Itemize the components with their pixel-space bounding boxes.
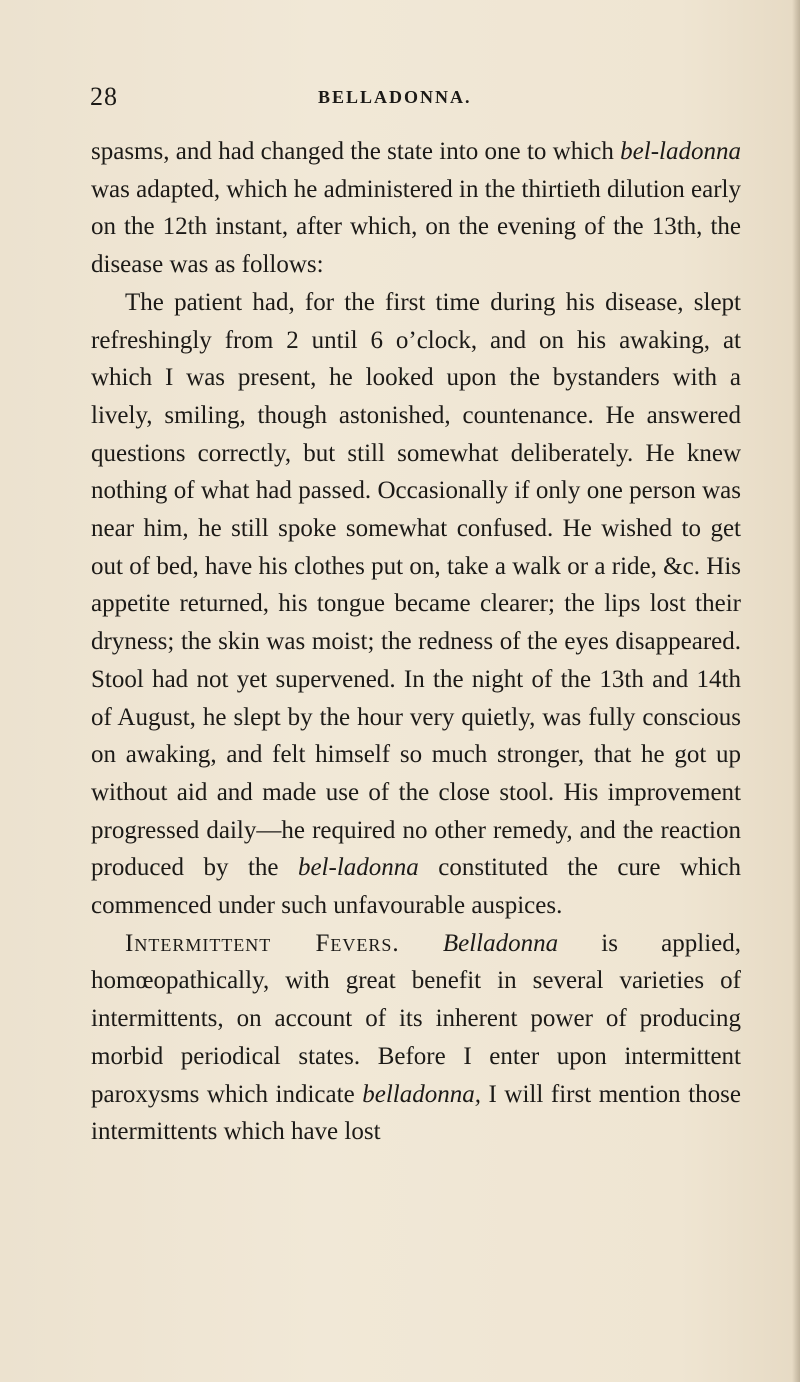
page-edge-shadow xyxy=(792,0,800,1382)
paragraph-2 xyxy=(91,284,741,925)
running-title: BELLADONNA. xyxy=(318,87,472,107)
page-header xyxy=(90,82,740,112)
paragraph-3 xyxy=(91,925,741,1151)
section-heading-intermittent-fevers: Intermittent Fevers. xyxy=(125,929,400,957)
p2-text-2: constituted the cure which commenced under such unfavourable auspices. xyxy=(91,854,741,920)
p1-italic-belladonna: bel-ladonna xyxy=(620,138,741,165)
page-number: 28 xyxy=(90,82,118,111)
p3-text-2: I will first mention those intermittents which have lost xyxy=(91,1080,741,1146)
paragraph-1 xyxy=(91,133,741,284)
p3-text-1: is applied, homœopathically, with great benefit in several varieties of intermittents, on account of its inherent power of producing morbid periodical states. Before I enter upon intermittent paroxysms which indicate xyxy=(91,929,741,1108)
p2-text-1: The patient had, for the first time during his disease, slept refreshingly from 2 until 6 o’clock, and on his awaking, at which I was present, he looked upon the bystanders with a lively, smiling, though astonished, countenance. He answered questions correctly, but still somewhat deliberately. He knew nothing of what had passed. Occasionally if only one person was near him, he still spoke somewhat confused. He wished to get out of bed, have his clothes put on, take a walk or a ride, &c. His appetite returned, his tongue became clearer; the lips lost their dryness; the skin was moist; the redness of the eyes disappeared. Stool had not yet supervened. In the night of the 13th and 14th of August, he slept by the hour very quietly, was fully conscious on awaking, and felt himself so much stronger, that he got up without aid and made use of the close stool. His improvement progressed daily—he required no other remedy, and the reaction produced by the xyxy=(91,288,741,882)
p1-text-2: was adapted, which he administered in the thirtieth dilution early on the 12th instant, after which, on the evening of the 13th, the disease was as follows: xyxy=(91,175,741,279)
p1-text-1: spasms, and had changed the state into one to which xyxy=(91,138,621,165)
body-text xyxy=(91,133,741,1151)
p2-italic-belladonna: bel-ladonna xyxy=(297,854,419,882)
p3-italic-belladonna-2: belladonna, xyxy=(362,1080,481,1108)
p3-italic-belladonna-1: Belladonna xyxy=(442,929,559,957)
